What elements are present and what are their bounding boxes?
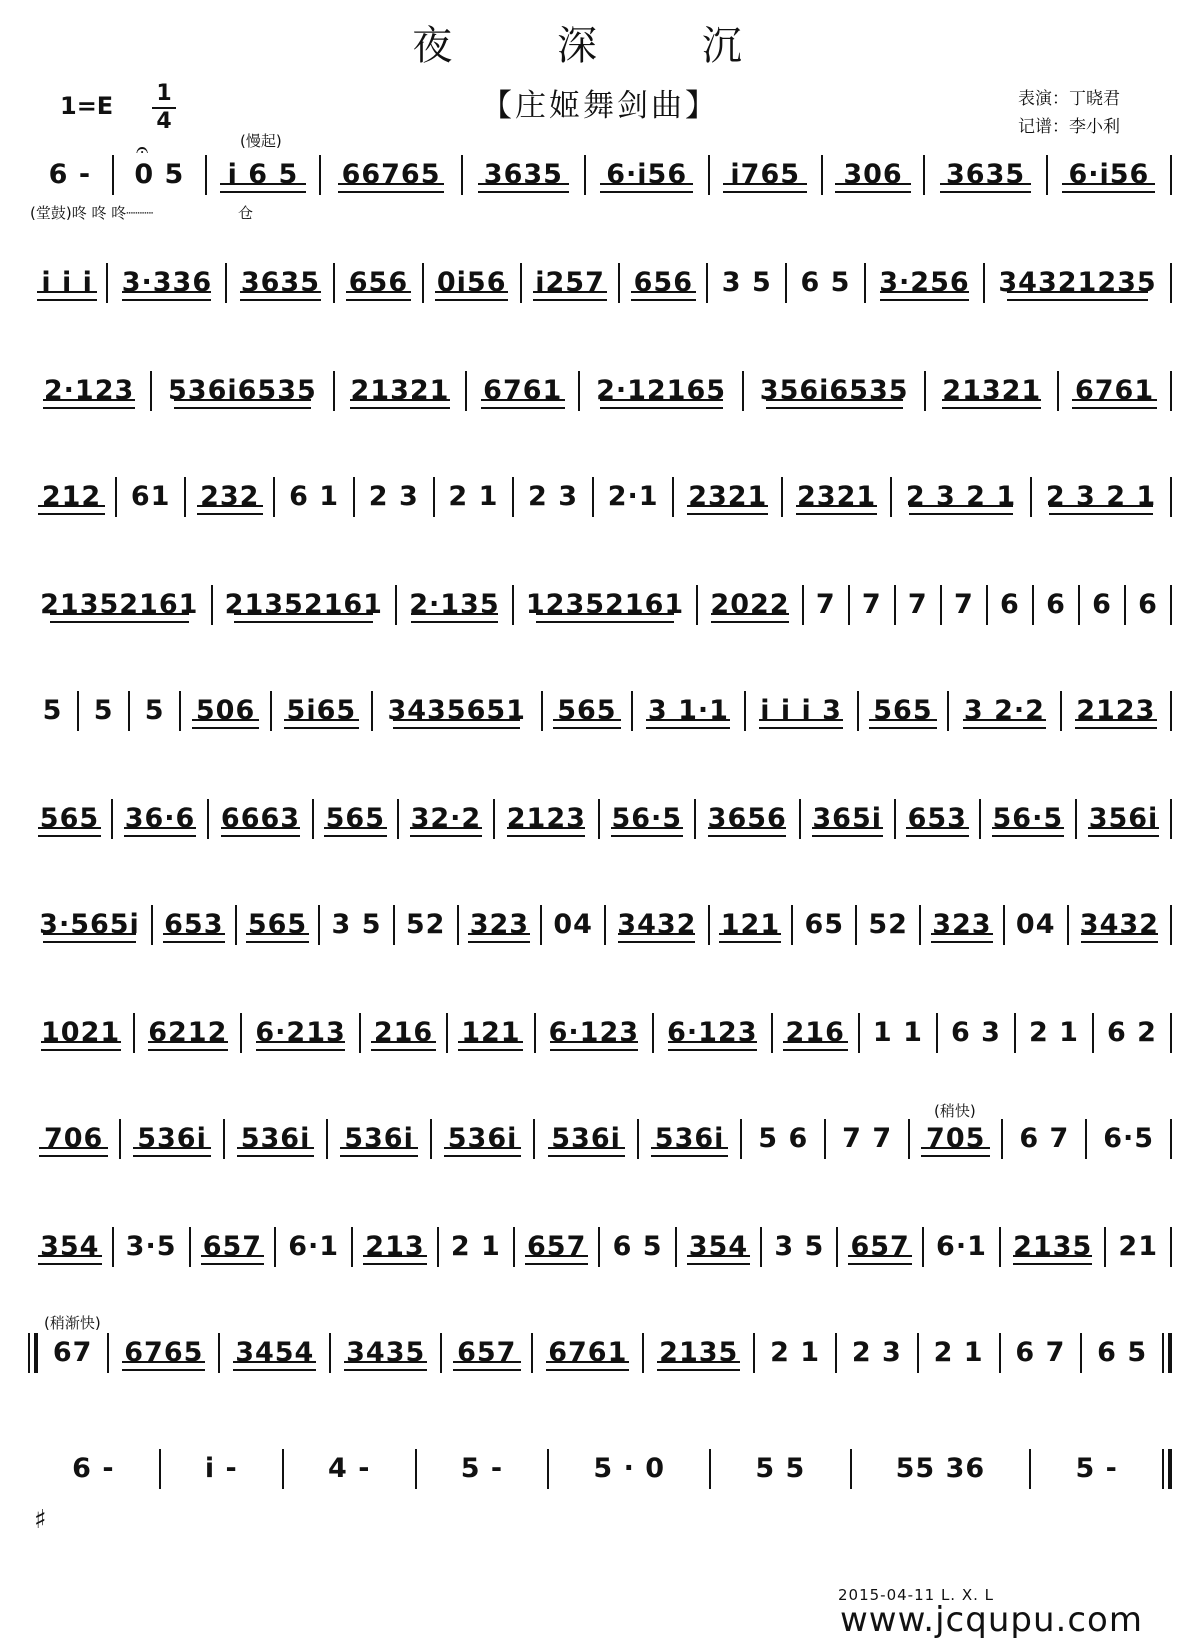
beam-underline [201,1255,265,1265]
measure: 5i65 [272,688,371,734]
beam-underline [600,399,723,409]
beam-underline [812,827,883,837]
measure: 0 5 [134,159,185,190]
beam-underline [221,827,299,837]
measure: 52 [868,909,908,940]
measure: 6 5 [1097,1337,1148,1368]
measure: 536i [639,1116,741,1162]
beam-underline [1088,827,1159,837]
beam-underline [942,399,1041,409]
measure: i257 [522,260,618,306]
measure: 656 [620,260,706,306]
measure: 2·135 [397,582,512,628]
beam-underline [444,1147,521,1157]
beam-underline [687,1255,751,1265]
beam-underline [435,291,508,301]
measure: 6·1 [936,1231,987,1262]
measure: 6·123 [654,1010,770,1056]
measure: 306 [823,152,924,198]
measure: 212 [28,474,115,520]
beam-underline [963,719,1047,729]
beam-underline [783,1041,848,1051]
beam-underline [880,291,969,301]
beam-underline [906,827,969,837]
score-row [28,1330,1172,1376]
beam-underline [657,1361,740,1371]
beam-underline [246,933,308,943]
footer-date: 2015-04-11 L. X. L [838,1586,995,1604]
measure: 34321235 [985,260,1170,306]
score-row [28,1224,1172,1270]
measure: 653 [153,902,235,948]
measure: 6663 [209,796,312,842]
beam-underline [344,1361,427,1371]
beam-underline [410,827,482,837]
beam-underline [50,613,189,623]
beam-underline [371,1041,436,1051]
measure: 6·i56 [586,152,708,198]
measure: 21352161 [213,582,396,628]
beam-underline [324,827,387,837]
measure: 356i6535 [744,368,925,414]
measure: 2 1 [933,1337,984,1368]
beam-underline [848,1255,912,1265]
time-signature [152,82,176,134]
measure: 657 [515,1224,599,1270]
beam-underline [651,1147,728,1157]
measure: 52 [405,909,446,940]
end-barline [1170,1227,1172,1267]
measure: 3 2·2 [949,688,1059,734]
beam-underline [525,1255,589,1265]
beam-underline [124,827,196,837]
beam-underline [711,613,790,623]
end-barline [1170,371,1172,411]
beam-underline [346,291,411,301]
score-row [28,1446,1172,1492]
score-row [28,902,1172,948]
measure: 216 [773,1010,858,1056]
beam-underline [507,827,585,837]
measure: 36·6 [113,796,207,842]
measure: 21321 [335,368,466,414]
score-row [28,368,1172,414]
measure: 6 5 [612,1231,663,1262]
measure: 21352161 [28,582,211,628]
measure: 3432 [606,902,707,948]
measure: 1 1 [872,1017,923,1048]
beam-underline [122,291,211,301]
beam-underline [458,1041,523,1051]
measure: 365i [801,796,894,842]
measure: 706 [28,1116,119,1162]
beam-underline [148,1041,228,1051]
beam-underline [197,505,263,515]
beam-underline [553,719,620,729]
measure: 5 5 [755,1453,806,1484]
measure: 7 [953,589,974,620]
beam-underline [174,399,311,409]
beam-underline [940,183,1032,193]
measure: 6 - [72,1453,115,1484]
measure: 3454 [220,1330,329,1376]
measure: 323 [921,902,1003,948]
beam-underline [646,719,730,729]
beam-underline [869,719,936,729]
measure: 6761 [467,368,578,414]
beam-underline [759,719,843,729]
beam-underline [478,183,570,193]
beam-underline [350,399,449,409]
beam-underline [133,1147,210,1157]
beam-underline [611,827,683,837]
measure: 565 [28,796,111,842]
measure: 56·5 [600,796,694,842]
measure: 2123 [495,796,598,842]
measure: 04 [553,909,593,940]
measure: 3 5 [774,1231,825,1262]
measure: 7 [907,589,928,620]
beam-underline [835,183,912,193]
beam-underline [723,183,807,193]
beam-underline [38,1255,102,1265]
measure: 5 [42,695,63,726]
beam-underline [1062,183,1155,193]
measure: 216 [361,1010,446,1056]
measure: 55 36 [895,1453,986,1484]
beam-underline [234,613,373,623]
beam-underline [687,505,768,515]
beam-underline [453,1361,521,1371]
measure: 323 [459,902,541,948]
measure: 536i6535 [152,368,333,414]
measure: 3656 [696,796,799,842]
beam-underline [1007,291,1148,301]
measure: 6 7 [1015,1337,1066,1368]
measure: 2 1 [770,1337,821,1368]
end-barline [1162,1449,1172,1489]
beam-underline [220,183,305,193]
measure: 536i [225,1116,327,1162]
beam-underline [600,183,693,193]
measure: 7 [815,589,836,620]
measure: 3·5 [125,1231,177,1262]
measure: 2 1 [448,481,499,512]
measure: 32·2 [399,796,493,842]
measure: 04 [1015,909,1056,940]
measure: 6 7 [1019,1123,1070,1154]
measure: 2·12165 [580,368,742,414]
beam-underline [533,291,606,301]
beam-underline [548,1147,625,1157]
measure: 565 [543,688,632,734]
measure: i765 [710,152,821,198]
tempo-slightly-faster: (稍快) [934,1102,976,1120]
measure: 3635 [227,260,333,306]
beam-underline [796,505,877,515]
measure: 3635 [925,152,1045,198]
beam-underline [992,827,1064,837]
beam-underline [631,291,696,301]
beam-underline [1072,399,1156,409]
measure: 3432 [1069,902,1170,948]
beam-underline [1081,933,1158,943]
measure: 6·1 [288,1231,340,1262]
beam-underline [708,827,786,837]
measure: 4 - [328,1453,371,1484]
measure: 2 3 2 1 [1032,474,1170,520]
beam-underline [122,1361,205,1371]
key-signature: 1=E [60,92,114,120]
measure: 2135 [1001,1224,1104,1270]
measure: 232 [186,474,273,520]
website-watermark: www.jcqupu.com [840,1600,1143,1640]
beam-underline [618,933,695,943]
beam-underline [192,719,259,729]
beam-underline [766,399,903,409]
beam-underline [393,719,521,729]
measure: 653 [896,796,979,842]
measure: 356i [1077,796,1170,842]
tempo-gradually-faster: (稍渐快) [44,1314,101,1332]
measure: 6212 [135,1010,240,1056]
measure: 657 [838,1224,922,1270]
beam-underline [1049,505,1154,515]
sharp-icon: ♯ [34,1505,47,1535]
measure: 2 3 [851,1337,902,1368]
beam-underline [536,613,675,623]
transcriber-credit: 记谱：李小利 [1018,117,1120,137]
measure: 7 7 [842,1123,893,1154]
beam-underline [1075,719,1157,729]
measure: 565 [859,688,948,734]
measure: 6 [1046,589,1066,620]
measure: 2 1 [450,1231,501,1262]
measure: 354 [677,1224,761,1270]
measure: 121 [710,902,792,948]
measure: 3 5 [331,909,382,940]
measure: 3635 [463,152,583,198]
measure: 6761 [1059,368,1170,414]
score-row [28,1116,1172,1162]
beam-underline [468,933,530,943]
measure: 2 3 2 1 [892,474,1030,520]
beam-underline [719,933,781,943]
beam-underline [38,505,104,515]
measure: 2 3 [368,481,419,512]
score-row [28,796,1172,842]
measure: 12352161 [514,582,697,628]
measure: 56·5 [981,796,1075,842]
end-barline [1170,1119,1172,1159]
beam-underline [163,933,225,943]
measure: 6·i56 [1048,152,1170,198]
drum-label: (堂鼓)咚 咚 咚┈┈┈ [30,204,154,222]
end-barline [1170,691,1172,731]
beam-underline [256,1041,345,1051]
measure: 6·5 [1103,1123,1155,1154]
measure: 656 [335,260,421,306]
measure: 2321 [783,474,890,520]
measure: 565 [314,796,397,842]
beam-underline [233,1361,316,1371]
beam-underline [411,613,498,623]
measure: 536i [432,1116,534,1162]
beam-underline [363,1255,427,1265]
measure: 66765 [321,152,461,198]
measure: 5 - [1075,1453,1118,1484]
end-barline [1170,905,1172,945]
measure: 6761 [533,1330,642,1376]
end-barline [1162,1333,1172,1373]
beam-underline [284,719,359,729]
measure: 67 [52,1337,93,1368]
score-row [28,474,1172,520]
score-row [28,260,1172,306]
end-barline [1170,585,1172,625]
measure: 565 [237,902,319,948]
beam-underline [550,1041,639,1051]
measure: 61 [130,481,171,512]
measure: 2 3 [528,481,579,512]
measure: 354 [28,1224,112,1270]
page-subtitle: 【庄姬舞剑曲】 [481,88,719,124]
measure: 657 [191,1224,275,1270]
beam-underline [237,1147,314,1157]
measure: 3·256 [866,260,983,306]
beam-underline [546,1361,629,1371]
measure: 6·123 [536,1010,652,1056]
measure: 5 - [460,1453,504,1484]
measure: 6 3 [950,1017,1001,1048]
repeat-start-barline [28,1333,38,1373]
time-signature-bottom: 4 [156,109,172,134]
score-row [28,688,1172,734]
measure: 2·123 [28,368,150,414]
end-barline [1170,477,1172,517]
cang-label: 仓 [238,204,254,222]
measure: 3435 [331,1330,440,1376]
measure: 5 6 [758,1123,809,1154]
measure: 536i [121,1116,223,1162]
score-row [28,582,1172,628]
beam-underline [909,505,1014,515]
end-barline [1170,155,1172,195]
measure: 2123 [1062,688,1170,734]
beam-underline [481,399,565,409]
beam-underline [931,933,993,943]
page-title: 夜 深 沉 [412,23,788,69]
tempo-slow-start: (慢起) [240,132,282,150]
beam-underline [240,291,321,301]
beam-underline [41,1041,121,1051]
beam-underline [43,933,136,943]
score-row [28,152,1172,198]
score-row [28,1010,1172,1056]
measure: i i i [28,260,106,306]
beam-underline [38,827,101,837]
measure: 0i56 [424,260,520,306]
end-barline [1170,263,1172,303]
measure: 2·1 [607,481,659,512]
time-signature-top: 1 [156,81,172,106]
beam-underline [921,1147,990,1157]
measure: 6 2 [1106,1017,1157,1048]
measure: 121 [448,1010,533,1056]
measure: 3 1·1 [633,688,743,734]
beam-underline [1013,1255,1092,1265]
measure: 7 [861,589,882,620]
beam-underline [37,291,97,301]
measure: 21321 [926,368,1057,414]
measure: 705 [910,1116,1001,1162]
measure: 213 [353,1224,437,1270]
measure: 3·565i [28,902,151,948]
measure: 3435651 [373,688,541,734]
beam-underline [43,399,136,409]
measure: 6·213 [242,1010,358,1056]
measure: 65 [804,909,845,940]
measure: 5 · 0 [593,1453,666,1484]
beam-underline [668,1041,757,1051]
measure: 3·336 [108,260,225,306]
measure: 3 5 [721,267,772,298]
measure: 2 1 [1028,1017,1079,1048]
measure: 6765 [109,1330,218,1376]
measure: 6 5 [800,267,851,298]
measure: 657 [442,1330,531,1376]
measure: 1021 [28,1010,133,1056]
measure: 536i [535,1116,637,1162]
end-barline [1170,1013,1172,1053]
measure: 2321 [674,474,781,520]
beam-underline [39,1147,108,1157]
beam-underline [340,1147,417,1157]
measure: 2135 [644,1330,753,1376]
measure: 536i [328,1116,430,1162]
measure: 6 - [48,159,92,190]
measure: 6 [1092,589,1112,620]
measure: 2022 [698,582,801,628]
measure: 21 [1118,1231,1158,1262]
measure: i i i 3 [746,688,857,734]
performer-credit: 表演：丁晓君 [1018,89,1120,109]
beam-underline [338,183,445,193]
measure: 6 [1138,589,1158,620]
fermata-icon: 𝄐 [136,138,149,163]
measure: i - [204,1453,238,1484]
measure: 506 [181,688,270,734]
end-barline [1170,799,1172,839]
measure: 5 [144,695,165,726]
measure: 5 [93,695,114,726]
measure: 6 1 [289,481,340,512]
measure: i 6 5 [207,152,319,198]
measure: 6 [1000,589,1020,620]
